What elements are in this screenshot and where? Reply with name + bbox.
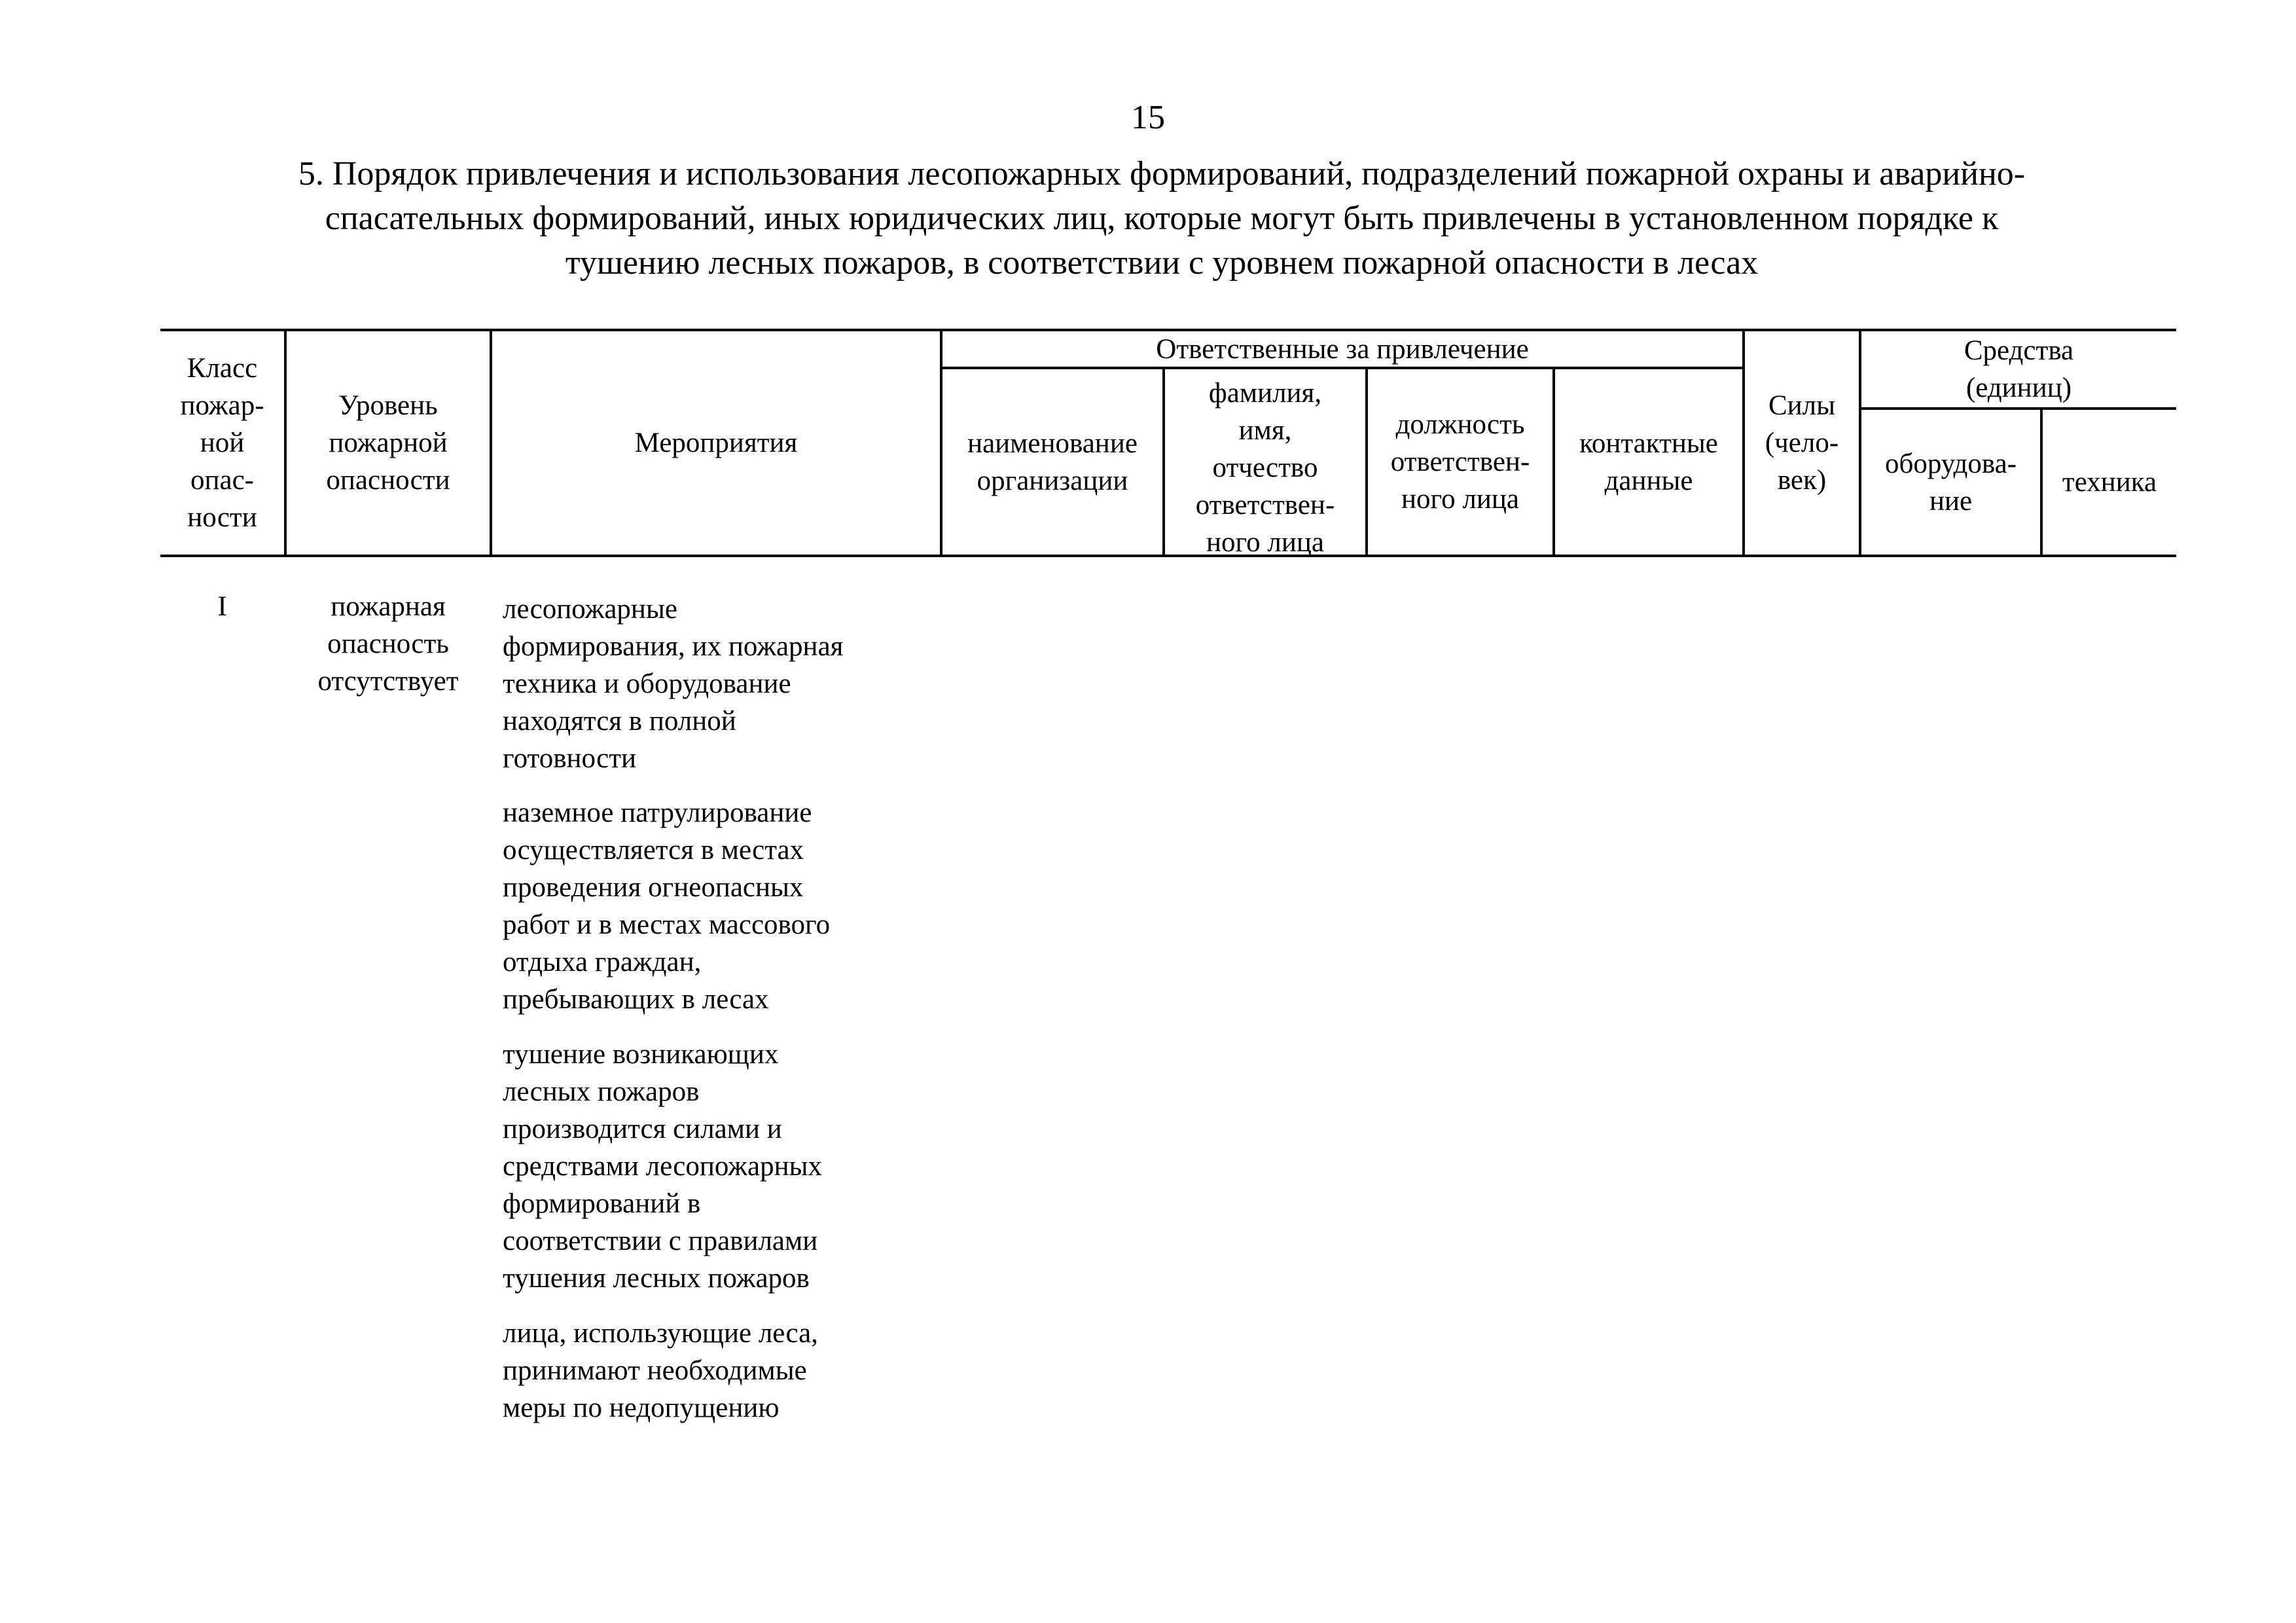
page-number: 15 (1131, 99, 1165, 136)
header-forces: Силы (чело- век) (1765, 390, 1839, 496)
heading-line: 5. Порядок привлечения и использования лесопожарных формирований, подразделений пожарной охраны и аварийно- (298, 155, 2026, 192)
header-position: должность ответствен- ного лица (1390, 409, 1530, 515)
measure-item: тушение возникающих лесных пожаров производится силами и средствами лесопожарных формирований в соответствии с правилами тушения лесных пожаров (503, 1039, 822, 1294)
header-fio: фамилия, имя, отчество ответствен- ного лица (1195, 377, 1335, 558)
heading-line: спасательных формирований, иных юридических лиц, которые могут быть привлечены в установленном порядке к (325, 200, 1999, 237)
header-means-group: Средства (единиц) (1964, 335, 2074, 403)
header-class: Класс пожар- ной опас- ности (180, 353, 264, 533)
header-level: Уровень пожарной опасности (326, 390, 450, 496)
heading-line: тушению лесных пожаров, в соответствии с уровнем пожарной опасности в лесах (565, 244, 1759, 282)
header-measures: Мероприятия (634, 428, 798, 458)
header-org-name: наименование организации (967, 428, 1138, 496)
header-equipment: оборудова- ние (1884, 448, 2017, 517)
row-class-value: I (217, 591, 227, 622)
measure-item: наземное патрулирование осуществляется в местах проведения огнеопасных работ и в местах массового отдыха граждан, пребывающих в лесах (503, 797, 831, 1015)
measure-item: лица, использующие леса, принимают необходимые меры по недопущению (503, 1318, 818, 1423)
header-machinery: техника (2062, 467, 2157, 498)
row-level-value: пожарная опасность отсутствует (317, 591, 459, 697)
measure-item: лесопожарные формирования, их пожарная техника и оборудование находятся в полной готовности (503, 594, 844, 774)
header-responsible-group: Ответственные за привлечение (1156, 333, 1529, 365)
header-contacts: контактные данные (1579, 428, 1718, 496)
